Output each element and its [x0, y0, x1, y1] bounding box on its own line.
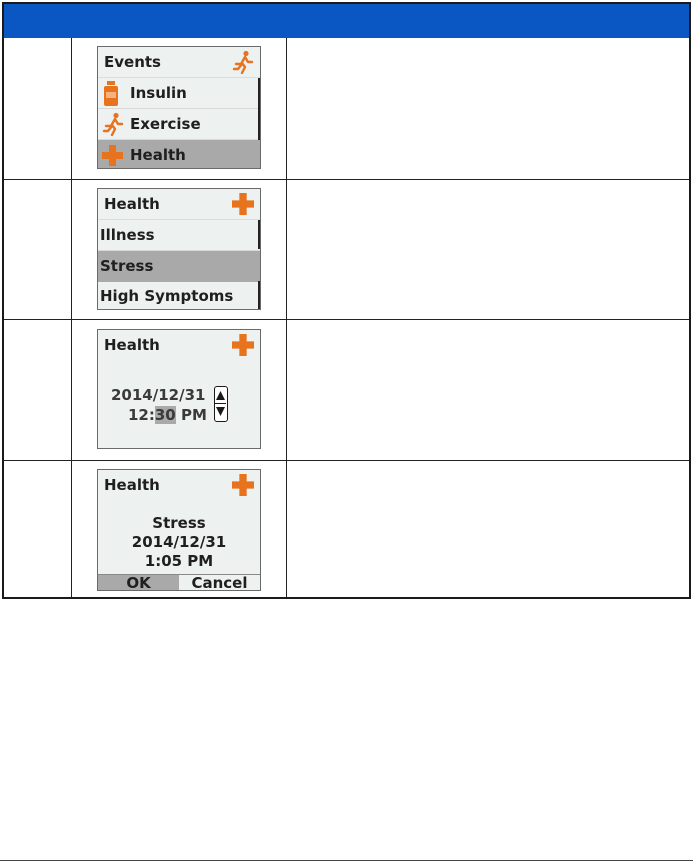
running-person-icon	[232, 50, 254, 74]
menu-item-insulin[interactable]	[98, 78, 260, 109]
up-down-arrows-icon[interactable]	[214, 386, 228, 422]
device-screen	[97, 188, 261, 310]
table-row	[4, 460, 689, 597]
event-summary: Stress	[152, 514, 206, 532]
scrollbar[interactable]	[258, 220, 260, 249]
date-field[interactable]: 2014/12/31	[111, 386, 206, 404]
screen-title: Health	[104, 476, 160, 494]
medicine-bottle-icon	[104, 81, 118, 106]
time-ampm: PM	[175, 406, 207, 424]
menu-item-label: High Symptoms	[100, 287, 234, 305]
menu-item-high-symptoms[interactable]	[98, 281, 260, 310]
table-row	[4, 38, 689, 179]
table-header	[4, 4, 689, 38]
health-cross-icon	[102, 145, 123, 166]
screen-title: Health	[104, 195, 160, 213]
time-hour: 12:	[128, 406, 155, 424]
scrollbar[interactable]	[258, 281, 260, 310]
screen-title: Events	[104, 53, 161, 71]
cancel-button[interactable]: Cancel	[179, 574, 260, 590]
device-screen	[97, 329, 261, 449]
instruction-table	[2, 2, 691, 599]
device-screen	[97, 469, 261, 591]
menu-item-health[interactable]	[98, 140, 260, 169]
table-row	[4, 319, 689, 460]
health-cross-icon	[232, 334, 254, 356]
time-field[interactable]	[128, 406, 207, 424]
screen-title-bar	[98, 189, 260, 220]
date-summary: 2014/12/31	[131, 533, 227, 551]
page-footer-rule	[0, 860, 693, 861]
running-person-icon	[102, 112, 124, 136]
menu-item-exercise[interactable]	[98, 109, 260, 140]
health-cross-icon	[232, 193, 254, 215]
screen-title: Health	[104, 336, 160, 354]
menu-item-label: Illness	[100, 226, 155, 244]
scrollbar[interactable]	[258, 78, 260, 140]
menu-item-label: Stress	[100, 257, 154, 275]
menu-item-label: Exercise	[130, 115, 201, 133]
time-summary: 1:05 PM	[144, 552, 214, 570]
ok-button[interactable]: OK	[98, 574, 179, 590]
menu-item-illness[interactable]	[98, 220, 260, 251]
time-minute-selected[interactable]: 30	[154, 406, 176, 424]
menu-item-stress[interactable]	[98, 251, 260, 282]
menu-item-label: Health	[130, 146, 186, 164]
health-cross-icon	[232, 474, 254, 496]
screen-title-bar	[98, 47, 260, 78]
screen-title-bar	[98, 470, 260, 501]
screen-title-bar	[98, 330, 260, 361]
menu-item-label: Insulin	[130, 84, 187, 102]
device-screen	[97, 46, 261, 169]
table-row	[4, 179, 689, 319]
